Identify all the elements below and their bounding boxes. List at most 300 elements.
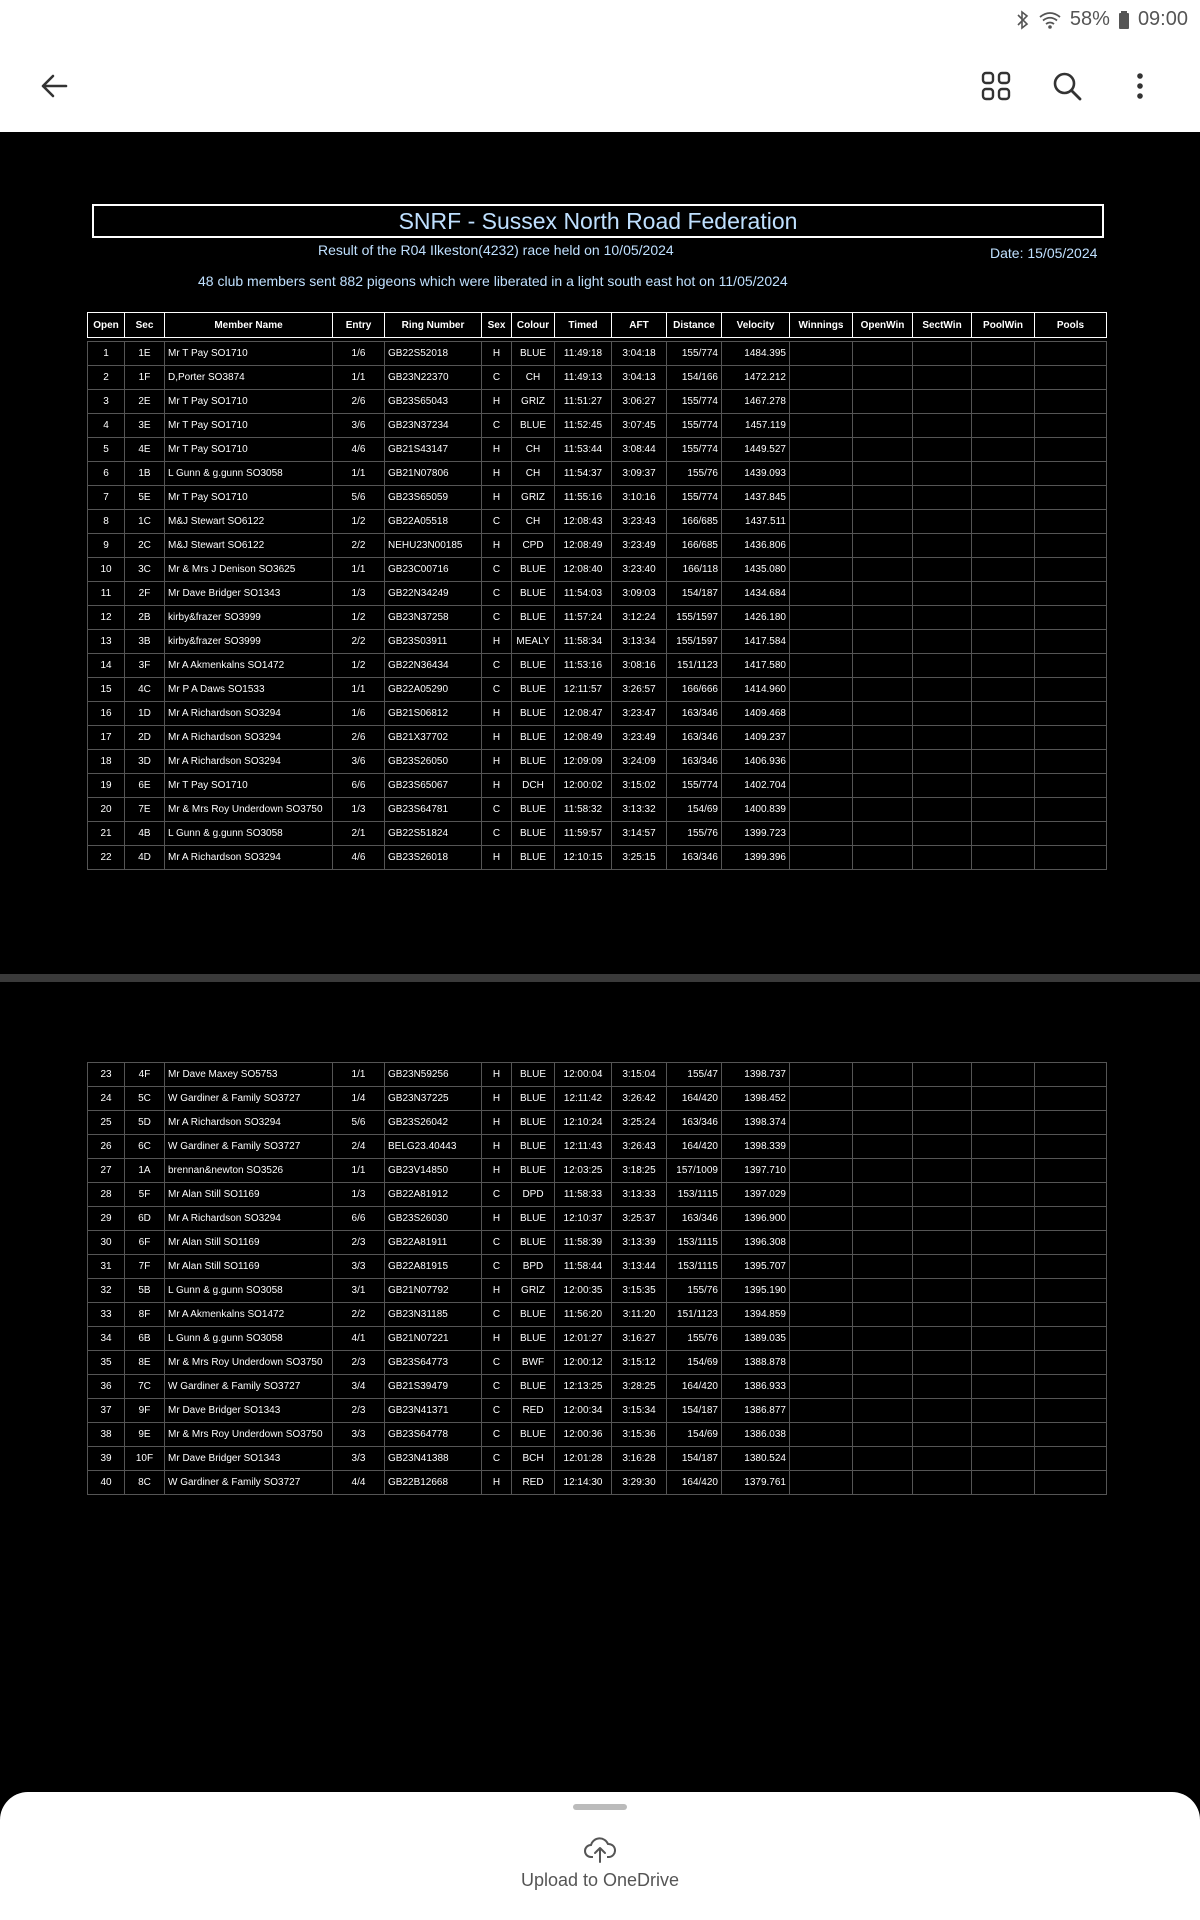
table-cell: GB22B12668 <box>385 1471 482 1495</box>
table-cell: 3B <box>125 630 165 654</box>
table-cell <box>790 582 853 606</box>
table-cell: 1/1 <box>333 366 385 390</box>
table-cell: GB22A81912 <box>385 1183 482 1207</box>
grid-view-button[interactable] <box>972 62 1020 110</box>
table-cell <box>913 822 972 846</box>
table-cell <box>1035 774 1107 798</box>
table-cell: 1/2 <box>333 510 385 534</box>
table-cell: BLUE <box>512 342 555 366</box>
table-cell: 34 <box>88 1327 125 1351</box>
table-cell <box>790 1279 853 1303</box>
table-cell <box>913 1447 972 1471</box>
table-cell <box>972 462 1035 486</box>
status-icons <box>1016 8 1188 31</box>
table-row <box>88 438 1107 462</box>
table-cell: 1439.093 <box>722 462 790 486</box>
table-row <box>88 1111 1107 1135</box>
table-cell: GB23S64773 <box>385 1351 482 1375</box>
table-cell: 6/6 <box>333 774 385 798</box>
liberation-note: 48 club members sent 882 pigeons which were liberated in a light south east hot on 11/05/2024 <box>198 273 788 289</box>
table-cell: BELG23.40443 <box>385 1135 482 1159</box>
table-cell <box>853 1063 913 1087</box>
table-cell <box>972 534 1035 558</box>
table-cell: 11:49:18 <box>555 342 612 366</box>
table-cell: 4 <box>88 414 125 438</box>
table-cell <box>790 486 853 510</box>
table-cell: C <box>482 1183 512 1207</box>
table-cell: 5/6 <box>333 1111 385 1135</box>
table-cell <box>853 1183 913 1207</box>
table-cell: 12:10:24 <box>555 1111 612 1135</box>
table-cell <box>913 1375 972 1399</box>
table-cell: 4/4 <box>333 1471 385 1495</box>
table-cell: GB21N07221 <box>385 1327 482 1351</box>
table-cell: 11:59:57 <box>555 822 612 846</box>
table-cell <box>1035 390 1107 414</box>
table-cell: 1399.723 <box>722 822 790 846</box>
table-cell: 25 <box>88 1111 125 1135</box>
back-button[interactable] <box>30 62 78 110</box>
table-cell: C <box>482 414 512 438</box>
table-cell <box>1035 510 1107 534</box>
table-cell: Mr Dave Bridger SO1343 <box>165 1399 333 1423</box>
table-cell: Mr A Richardson SO3294 <box>165 750 333 774</box>
table-cell <box>1035 462 1107 486</box>
table-cell: 3:23:40 <box>612 558 667 582</box>
table-cell: 154/187 <box>667 1447 722 1471</box>
table-cell: 2/4 <box>333 1135 385 1159</box>
table-cell: 154/69 <box>667 1351 722 1375</box>
table-cell: 29 <box>88 1207 125 1231</box>
table-cell: GRIZ <box>512 1279 555 1303</box>
table-cell <box>853 1135 913 1159</box>
table-cell: 3:16:28 <box>612 1447 667 1471</box>
table-cell <box>913 558 972 582</box>
table-cell: 11:49:13 <box>555 366 612 390</box>
table-cell <box>1035 678 1107 702</box>
table-cell: 1472.212 <box>722 366 790 390</box>
table-cell <box>972 606 1035 630</box>
table-cell: H <box>482 750 512 774</box>
table-cell: 164/420 <box>667 1471 722 1495</box>
table-cell <box>1035 414 1107 438</box>
table-row <box>88 1447 1107 1471</box>
table-cell: C <box>482 1231 512 1255</box>
table-cell: 27 <box>88 1159 125 1183</box>
table-cell <box>853 822 913 846</box>
table-cell: 39 <box>88 1447 125 1471</box>
table-cell: BLUE <box>512 582 555 606</box>
table-cell: 1449.527 <box>722 438 790 462</box>
table-cell: 6C <box>125 1135 165 1159</box>
table-cell: RED <box>512 1399 555 1423</box>
table-cell: 3:13:32 <box>612 798 667 822</box>
table-cell <box>913 534 972 558</box>
table-cell: 2/2 <box>333 1303 385 1327</box>
table-cell <box>913 1399 972 1423</box>
table-cell: 1467.278 <box>722 390 790 414</box>
table-cell: C <box>482 1447 512 1471</box>
table-cell <box>853 1447 913 1471</box>
table-cell: 8C <box>125 1471 165 1495</box>
search-button[interactable] <box>1043 62 1091 110</box>
table-cell: 3:13:34 <box>612 630 667 654</box>
table-cell <box>972 582 1035 606</box>
table-cell <box>972 1351 1035 1375</box>
table-cell: 3/4 <box>333 1375 385 1399</box>
table-cell: 12:01:27 <box>555 1327 612 1351</box>
table-cell: M&J Stewart SO6122 <box>165 534 333 558</box>
table-cell: C <box>482 678 512 702</box>
table-cell <box>972 846 1035 870</box>
table-cell: CH <box>512 438 555 462</box>
table-cell <box>1035 726 1107 750</box>
table-row <box>88 1087 1107 1111</box>
table-cell: H <box>482 390 512 414</box>
table-cell <box>913 678 972 702</box>
table-cell: kirby&frazer SO3999 <box>165 630 333 654</box>
table-row <box>88 798 1107 822</box>
table-cell <box>913 846 972 870</box>
table-cell <box>913 1303 972 1327</box>
table-cell: 1417.584 <box>722 630 790 654</box>
table-cell: 2/3 <box>333 1399 385 1423</box>
table-cell <box>853 1159 913 1183</box>
table-cell <box>972 822 1035 846</box>
table-row <box>88 1375 1107 1399</box>
table-cell <box>972 1159 1035 1183</box>
table-cell: 1414.960 <box>722 678 790 702</box>
table-cell <box>853 774 913 798</box>
table-cell <box>1035 1159 1107 1183</box>
table-cell: BLUE <box>512 1423 555 1447</box>
table-cell <box>913 1063 972 1087</box>
table-cell: 38 <box>88 1423 125 1447</box>
table-cell: 19 <box>88 774 125 798</box>
page-separator <box>0 974 1200 982</box>
table-cell: 11:58:39 <box>555 1231 612 1255</box>
table-cell <box>853 582 913 606</box>
table-cell <box>853 630 913 654</box>
table-row <box>88 1423 1107 1447</box>
table-row <box>88 462 1107 486</box>
table-cell: 26 <box>88 1135 125 1159</box>
table-cell <box>853 654 913 678</box>
table-cell <box>853 438 913 462</box>
table-cell <box>1035 1255 1107 1279</box>
table-cell: L Gunn & g.gunn SO3058 <box>165 462 333 486</box>
table-cell: 1406.936 <box>722 750 790 774</box>
table-cell: 153/1115 <box>667 1231 722 1255</box>
table-cell: 155/1597 <box>667 606 722 630</box>
table-cell: 155/774 <box>667 414 722 438</box>
table-cell: Mr A Richardson SO3294 <box>165 726 333 750</box>
table-cell: L Gunn & g.gunn SO3058 <box>165 822 333 846</box>
table-cell: L Gunn & g.gunn SO3058 <box>165 1279 333 1303</box>
table-cell: 1/6 <box>333 342 385 366</box>
table-cell: Mr T Pay SO1710 <box>165 438 333 462</box>
table-cell: L Gunn & g.gunn SO3058 <box>165 1327 333 1351</box>
table-cell: 2B <box>125 606 165 630</box>
table-cell <box>790 1351 853 1375</box>
table-cell: 154/69 <box>667 1423 722 1447</box>
table-cell: 12:11:42 <box>555 1087 612 1111</box>
table-cell: GB23S65059 <box>385 486 482 510</box>
table-cell: 12:08:43 <box>555 510 612 534</box>
table-cell: 3:15:35 <box>612 1279 667 1303</box>
table-cell <box>853 1207 913 1231</box>
table-cell: 1379.761 <box>722 1471 790 1495</box>
table-cell: 166/685 <box>667 510 722 534</box>
table-cell: Mr T Pay SO1710 <box>165 774 333 798</box>
table-cell <box>853 1303 913 1327</box>
table-row <box>88 654 1107 678</box>
table-cell: 1F <box>125 366 165 390</box>
table-cell: GB21S39479 <box>385 1375 482 1399</box>
table-row <box>88 1351 1107 1375</box>
table-cell <box>790 1063 853 1087</box>
race-subtitle: Result of the R04 Ilkeston(4232) race held on 10/05/2024 <box>318 242 674 258</box>
table-cell: C <box>482 1303 512 1327</box>
table-cell <box>790 1231 853 1255</box>
table-cell: 11:57:24 <box>555 606 612 630</box>
table-cell: C <box>482 1423 512 1447</box>
table-cell: C <box>482 558 512 582</box>
table-cell <box>913 798 972 822</box>
table-cell: 3:06:27 <box>612 390 667 414</box>
table-cell <box>913 702 972 726</box>
table-cell: 7E <box>125 798 165 822</box>
table-cell: 30 <box>88 1231 125 1255</box>
table-cell: Mr Dave Bridger SO1343 <box>165 1447 333 1471</box>
table-cell: W Gardiner & Family SO3727 <box>165 1375 333 1399</box>
table-cell <box>853 534 913 558</box>
table-cell: 3F <box>125 654 165 678</box>
table-cell: C <box>482 1351 512 1375</box>
table-cell: H <box>482 702 512 726</box>
table-cell <box>972 1255 1035 1279</box>
table-cell <box>790 630 853 654</box>
table-cell: 1 <box>88 342 125 366</box>
table-cell: BLUE <box>512 1111 555 1135</box>
table-cell: W Gardiner & Family SO3727 <box>165 1087 333 1111</box>
table-cell: H <box>482 1135 512 1159</box>
table-cell: 35 <box>88 1351 125 1375</box>
table-cell <box>790 774 853 798</box>
table-cell: GB23S64781 <box>385 798 482 822</box>
table-cell: 1D <box>125 702 165 726</box>
table-cell: 3/3 <box>333 1447 385 1471</box>
table-cell: GB23N59256 <box>385 1063 482 1087</box>
table-cell: 163/346 <box>667 1207 722 1231</box>
table-cell: 3:15:36 <box>612 1423 667 1447</box>
table-cell: 3:11:20 <box>612 1303 667 1327</box>
table-cell: GB22N36434 <box>385 654 482 678</box>
table-cell <box>972 414 1035 438</box>
table-cell: 3:25:37 <box>612 1207 667 1231</box>
table-cell: 1389.035 <box>722 1327 790 1351</box>
table-cell: 6/6 <box>333 1207 385 1231</box>
table-cell: 8 <box>88 510 125 534</box>
table-cell <box>972 1207 1035 1231</box>
table-cell: 164/420 <box>667 1087 722 1111</box>
table-cell: 3:15:04 <box>612 1063 667 1087</box>
table-cell: 2E <box>125 390 165 414</box>
table-cell <box>790 1423 853 1447</box>
table-cell: 3:09:37 <box>612 462 667 486</box>
table-cell: 28 <box>88 1183 125 1207</box>
table-cell: 1398.737 <box>722 1063 790 1087</box>
table-cell: 5F <box>125 1183 165 1207</box>
table-cell <box>853 486 913 510</box>
table-cell: GB22N34249 <box>385 582 482 606</box>
table-cell: BLUE <box>512 558 555 582</box>
table-cell: 166/685 <box>667 534 722 558</box>
table-cell: 8F <box>125 1303 165 1327</box>
table-cell <box>1035 1423 1107 1447</box>
table-row <box>88 1183 1107 1207</box>
table-cell <box>972 1063 1035 1087</box>
table-cell: BPD <box>512 1255 555 1279</box>
table-cell <box>1035 630 1107 654</box>
table-cell: BLUE <box>512 822 555 846</box>
upload-label: Upload to OneDrive <box>520 1870 680 1890</box>
grid-icon <box>981 71 1011 101</box>
table-cell: 18 <box>88 750 125 774</box>
table-cell: 40 <box>88 1471 125 1495</box>
table-cell <box>972 366 1035 390</box>
table-cell <box>1035 750 1107 774</box>
table-cell: 6D <box>125 1207 165 1231</box>
table-cell: GB23N41371 <box>385 1399 482 1423</box>
table-cell: 1/3 <box>333 1183 385 1207</box>
table-cell <box>790 846 853 870</box>
more-options-button[interactable] <box>1116 62 1164 110</box>
table-cell <box>1035 1207 1107 1231</box>
table-cell: 1398.374 <box>722 1111 790 1135</box>
table-cell: GB23V14850 <box>385 1159 482 1183</box>
table-cell: 2F <box>125 582 165 606</box>
table-cell: CPD <box>512 534 555 558</box>
table-cell <box>913 342 972 366</box>
column-header: OpenWin <box>853 313 913 338</box>
table-cell: Mr A Richardson SO3294 <box>165 1111 333 1135</box>
table-cell: 3D <box>125 750 165 774</box>
table-cell <box>913 366 972 390</box>
table-cell <box>853 1375 913 1399</box>
table-cell: 16 <box>88 702 125 726</box>
table-cell <box>913 726 972 750</box>
table-cell: 11:56:20 <box>555 1303 612 1327</box>
table-cell: C <box>482 1255 512 1279</box>
table-cell <box>913 486 972 510</box>
upload-onedrive-button[interactable] <box>0 1836 1200 1891</box>
table-cell: 11:54:03 <box>555 582 612 606</box>
bottom-sheet <box>0 1792 1200 1920</box>
table-cell: Mr A Akmenkalns SO1472 <box>165 654 333 678</box>
table-cell: 3:12:24 <box>612 606 667 630</box>
table-cell <box>972 1327 1035 1351</box>
table-cell: 12:00:02 <box>555 774 612 798</box>
table-row <box>88 822 1107 846</box>
table-cell <box>972 654 1035 678</box>
table-cell: GB23S26018 <box>385 846 482 870</box>
table-cell <box>913 1135 972 1159</box>
table-cell <box>853 390 913 414</box>
table-cell <box>972 510 1035 534</box>
table-cell: 1434.684 <box>722 582 790 606</box>
table-cell: 4C <box>125 678 165 702</box>
page-title: SNRF - Sussex North Road Federation <box>92 204 1104 238</box>
table-cell: 12:00:04 <box>555 1063 612 1087</box>
table-cell: 3:18:25 <box>612 1159 667 1183</box>
table-cell: 151/1123 <box>667 654 722 678</box>
table-cell: 5D <box>125 1111 165 1135</box>
table-cell <box>1035 1087 1107 1111</box>
table-cell: 12 <box>88 606 125 630</box>
column-header: Sec <box>125 313 165 338</box>
table-cell <box>1035 702 1107 726</box>
table-row <box>88 486 1107 510</box>
table-cell: 1395.190 <box>722 1279 790 1303</box>
column-header: SectWin <box>913 313 972 338</box>
table-cell: GB21S43147 <box>385 438 482 462</box>
table-cell <box>1035 582 1107 606</box>
table-cell: 164/420 <box>667 1375 722 1399</box>
sheet-drag-handle[interactable] <box>573 1804 627 1810</box>
table-cell: BLUE <box>512 750 555 774</box>
table-cell: GB23S65067 <box>385 774 482 798</box>
table-cell: 3/3 <box>333 1423 385 1447</box>
table-cell: 1/1 <box>333 558 385 582</box>
table-cell <box>790 438 853 462</box>
table-cell <box>790 702 853 726</box>
table-cell <box>790 1183 853 1207</box>
table-cell: 2/6 <box>333 390 385 414</box>
table-row <box>88 1135 1107 1159</box>
table-cell <box>853 1255 913 1279</box>
table-cell: 11:53:16 <box>555 654 612 678</box>
table-cell: 3:23:43 <box>612 510 667 534</box>
table-cell: GB22A81915 <box>385 1255 482 1279</box>
table-cell <box>790 606 853 630</box>
table-cell <box>790 1327 853 1351</box>
table-cell: 1380.524 <box>722 1447 790 1471</box>
results-table-page2 <box>87 1062 1107 1495</box>
table-cell: Mr & Mrs J Denison SO3625 <box>165 558 333 582</box>
table-cell: 2 <box>88 366 125 390</box>
results-table-page1 <box>87 312 1107 870</box>
table-cell: 6 <box>88 462 125 486</box>
table-cell <box>853 1111 913 1135</box>
table-cell: 1399.396 <box>722 846 790 870</box>
race-date: Date: 15/05/2024 <box>990 245 1098 261</box>
table-cell: 9 <box>88 534 125 558</box>
table-cell <box>1035 1303 1107 1327</box>
table-cell: 3:15:34 <box>612 1399 667 1423</box>
table-cell: 3:14:57 <box>612 822 667 846</box>
table-cell: W Gardiner & Family SO3727 <box>165 1135 333 1159</box>
table-cell: 3:04:13 <box>612 366 667 390</box>
table-cell: H <box>482 1207 512 1231</box>
table-cell: Mr Dave Bridger SO1343 <box>165 582 333 606</box>
table-cell: BLUE <box>512 1375 555 1399</box>
table-cell <box>972 678 1035 702</box>
table-cell: 4/6 <box>333 438 385 462</box>
table-cell <box>790 1447 853 1471</box>
table-cell: DCH <box>512 774 555 798</box>
table-cell: 4D <box>125 846 165 870</box>
